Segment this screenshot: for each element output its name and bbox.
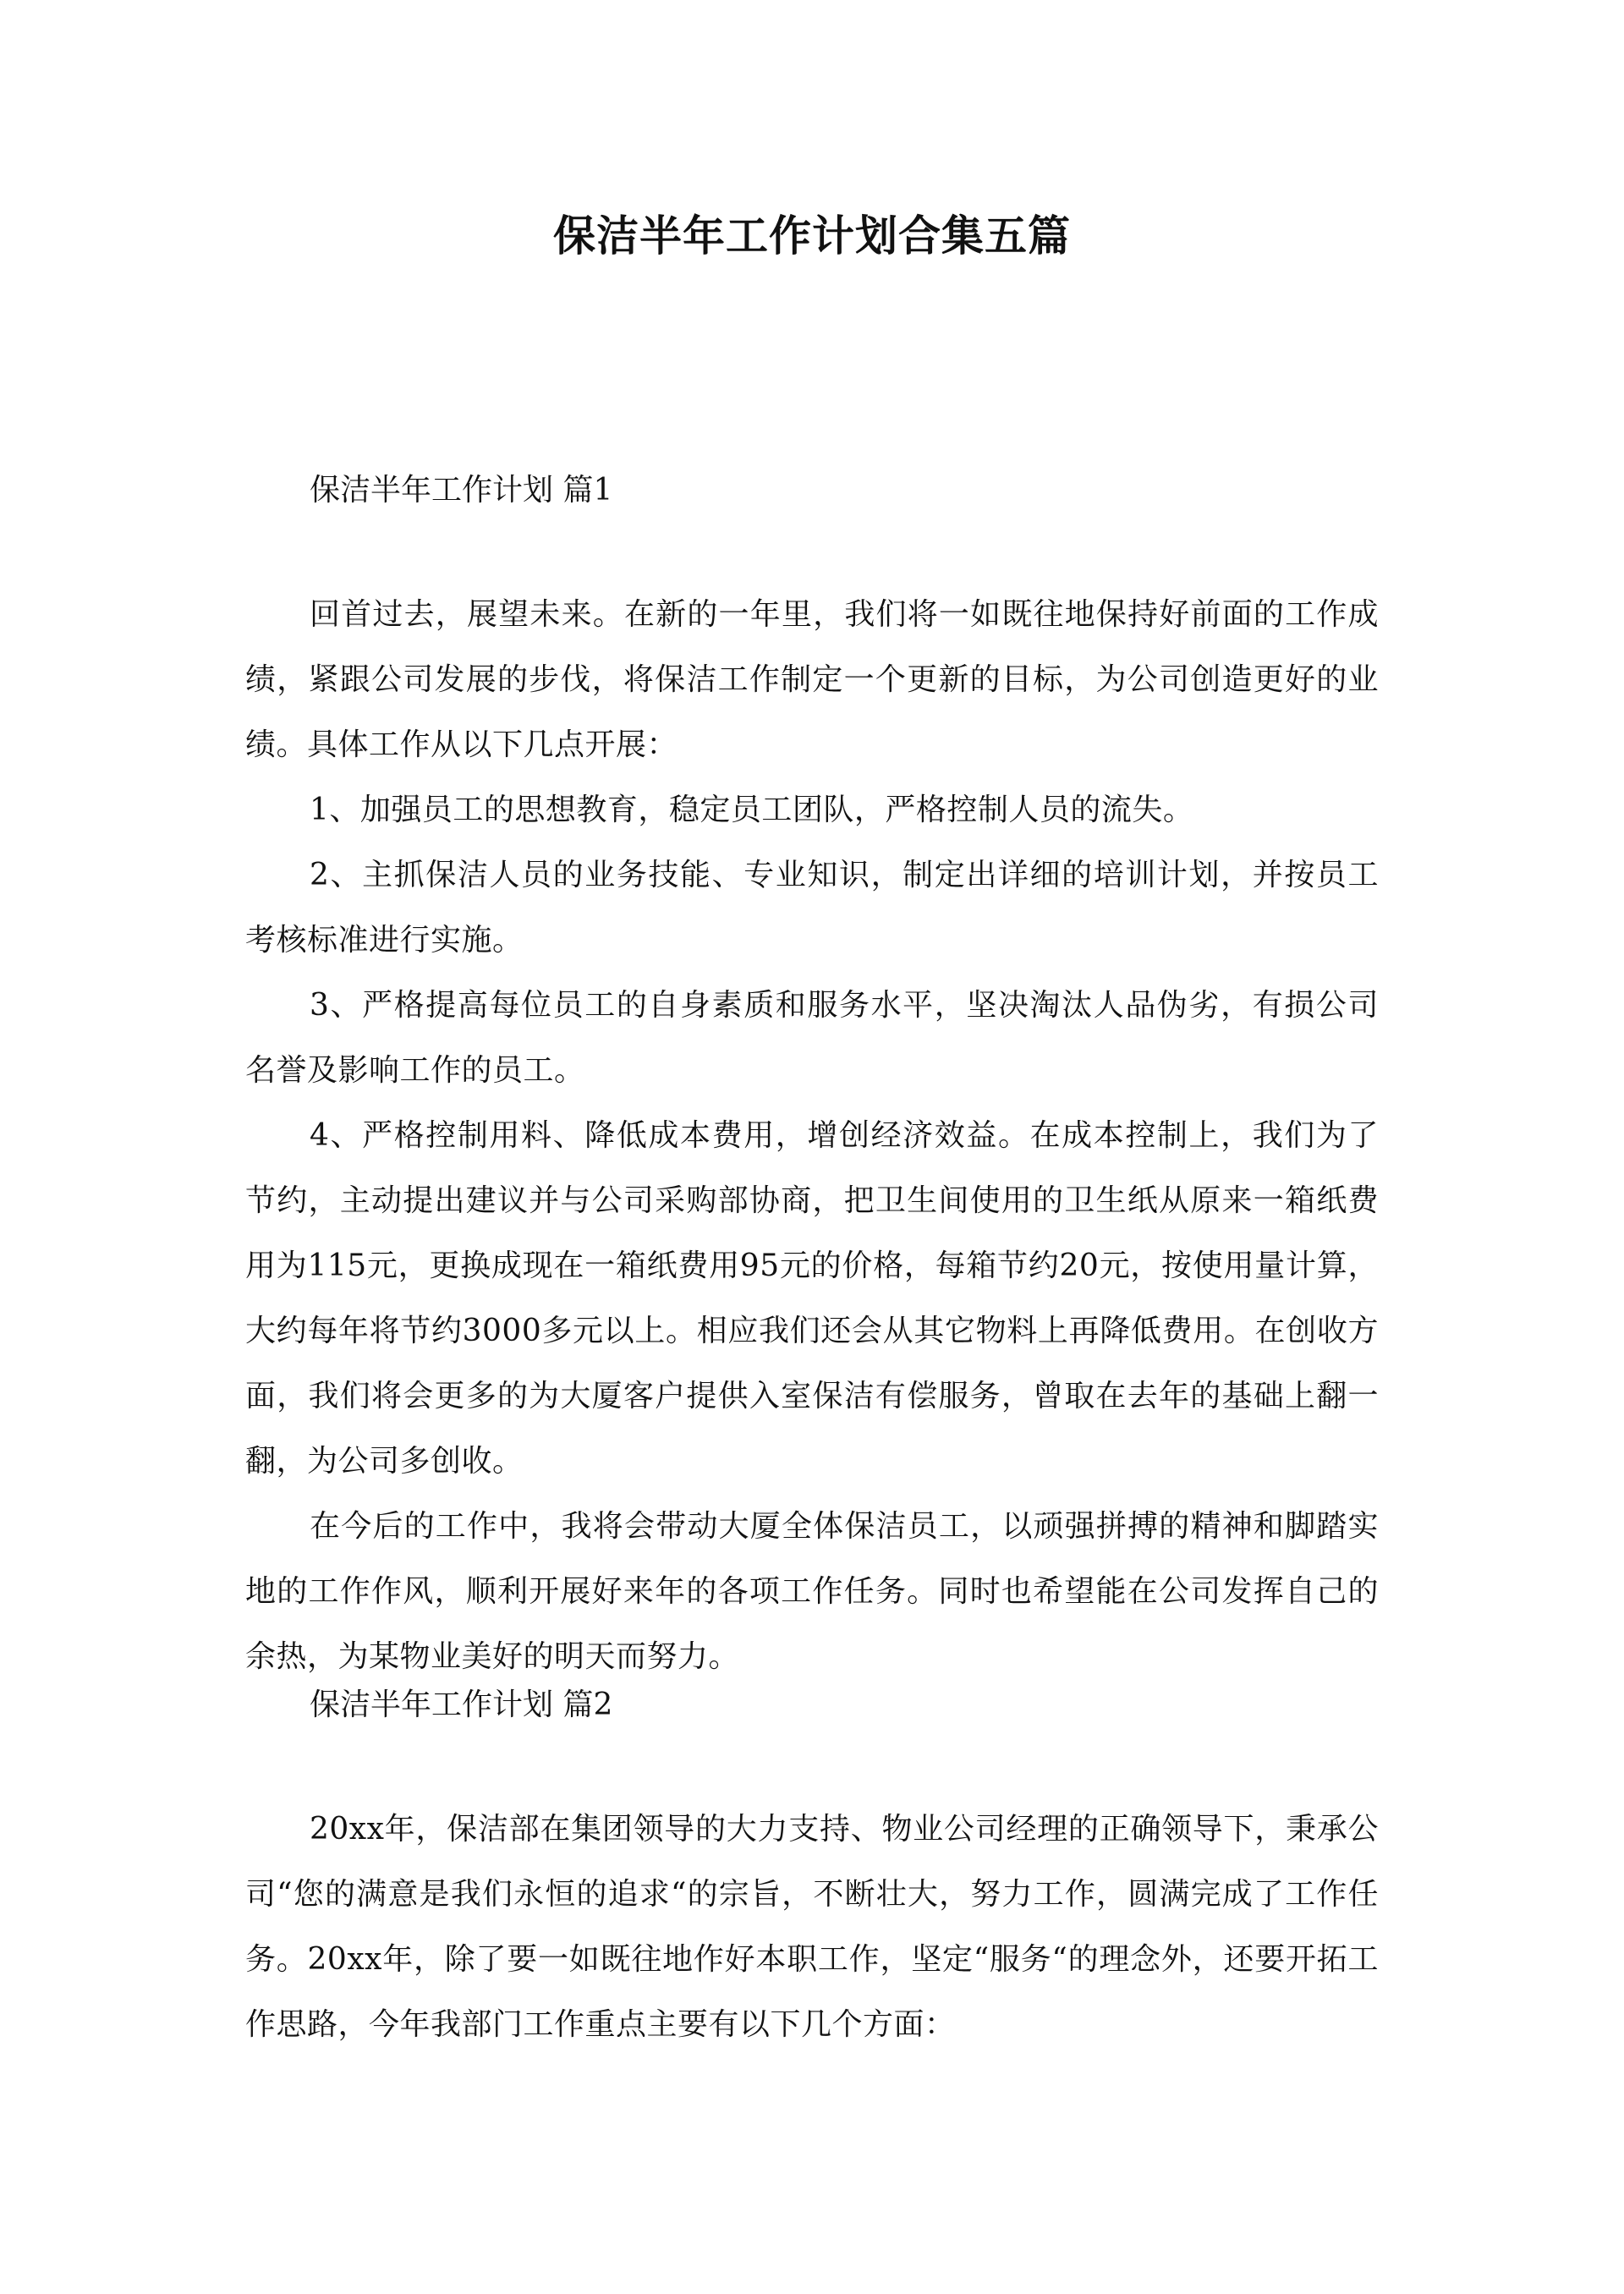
paragraph: 回首过去，展望未来。在新的一年里，我们将一如既往地保持好前面的工作成绩，紧跟公司发展的步伐，将保洁工作制定一个更新的目标，为公司创造更好的业绩。具体工作从以下几点开展： <box>245 597 1379 762</box>
paragraph: 20xx年，保洁部在集团领导的大力支持、物业公司经理的正确领导下，秉承公司“您的满意是我们永恒的追求“的宗旨，不断壮大，努力工作，圆满完成了工作任务。20xx年，除了要一如既往地作好本职工作，坚定“服务“的理念外，还要开拓工作思路，今年我部门工作重点主要有以下几个方面： <box>245 1812 1379 2042</box>
document-title: 保洁半年工作计划合集五篇 <box>553 211 1071 261</box>
paragraph: 4、严格控制用料、降低成本费用，增创经济效益。在成本控制上，我们为了节约，主动提出建议并与公司采购部协商，把卫生间使用的卫生纸从原来一箱纸费用为115元，更换成现在一箱纸费用95元的价格，每箱节约20元，按使用量计算，大约每年将节约3000多元以上。相应我们还会从其它物料上再降低费用。在创收方面，我们将会更多的为大厦客户提供入室保洁有偿服务，曾取在去年的基础上翻一翻，为公司多创收。 <box>245 1118 1379 1479</box>
paragraph: 1、加强员工的思想教育，稳定员工团队，严格控制人员的流失。 <box>310 793 1194 827</box>
paragraph: 在今后的工作中，我将会带动大厦全体保洁员工，以顽强拼搏的精神和脚踏实地的工作作风，顺利开展好来年的各项工作任务。同时也希望能在公司发挥自己的余热，为某物业美好的明天而努力。 <box>245 1509 1379 1674</box>
section-1-body <box>245 582 1379 1689</box>
section-heading-1: 保洁半年工作计划 篇1 <box>310 473 613 508</box>
paragraph: 3、严格提高每位员工的自身素质和服务水平，坚决淘汰人品伪劣，有损公司名誉及影响工作的员工。 <box>245 988 1379 1088</box>
paragraph: 2、主抓保洁人员的业务技能、专业知识，制定出详细的培训计划，并按员工考核标准进行实施。 <box>245 858 1379 958</box>
section-heading-2: 保洁半年工作计划 篇2 <box>310 1688 613 1722</box>
section-2-body <box>245 1797 1379 2057</box>
